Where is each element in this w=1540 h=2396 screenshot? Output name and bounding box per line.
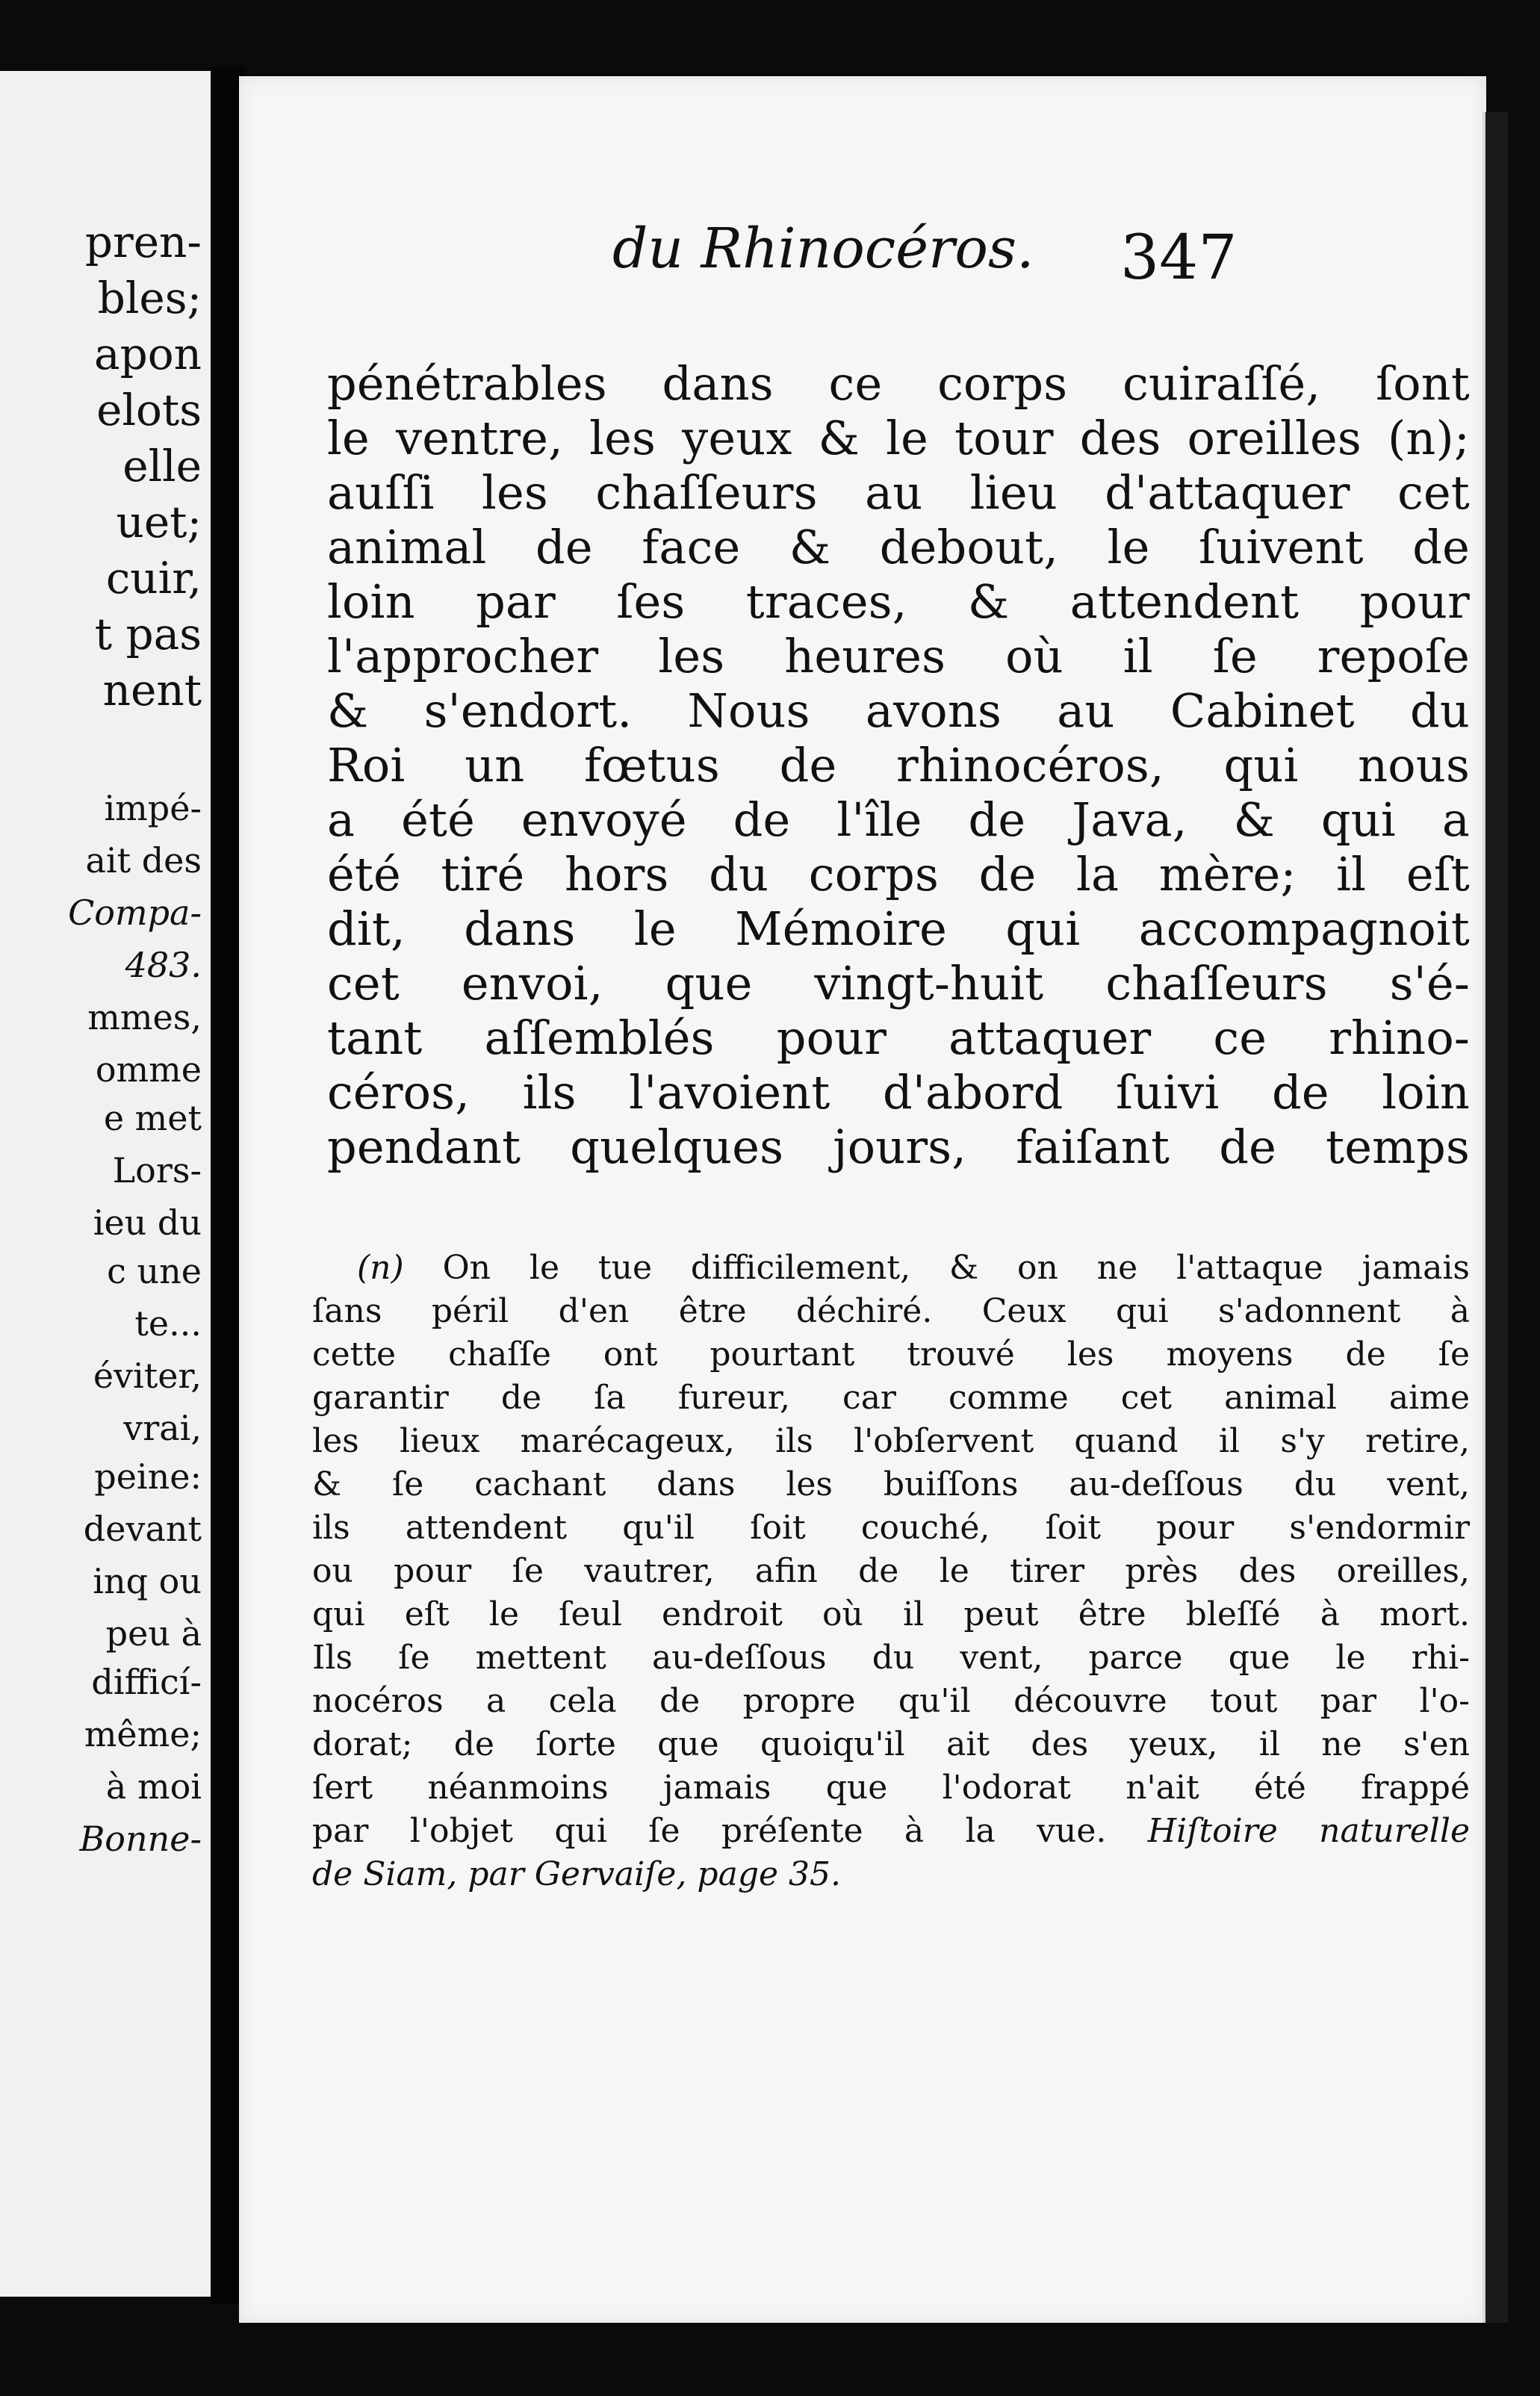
- left-page-line: elots: [96, 385, 202, 435]
- body-line: loin par ſes traces, & attendent pour: [327, 574, 1470, 629]
- footnote-text: On le tue difficilement, & on ne l'attaque jamais: [442, 1249, 1470, 1287]
- left-page-line: devant: [83, 1509, 202, 1549]
- body-line: & s'endort. Nous avons au Cabinet du: [327, 683, 1470, 738]
- footnote-line: [312, 1812, 1470, 1850]
- footnote-line: ils attendent qu'il ſoit couché, ſoit pour s'endormir: [312, 1509, 1470, 1547]
- left-page-line: Lors-: [112, 1150, 202, 1191]
- footnote-text: par l'objet qui ſe préſente à la vue.: [312, 1812, 1107, 1850]
- page-edge: [1482, 112, 1508, 2323]
- body-line: dit, dans le Mémoire qui accompagnoit: [327, 901, 1470, 956]
- body-line: céros, ils l'avoient d'abord ſuivi de loin: [327, 1065, 1470, 1120]
- left-page-line: te...: [134, 1303, 202, 1344]
- left-page-line: e met: [103, 1098, 202, 1138]
- left-page-line: à moi: [105, 1766, 202, 1807]
- left-page-line: apon: [94, 329, 202, 379]
- left-page-line: ieu du: [93, 1202, 202, 1243]
- left-page-line: t pas: [94, 609, 202, 659]
- footnote-citation-end: de Siam, par Gervaiſe, page 35.: [312, 1855, 841, 1893]
- left-page-line: 483.: [125, 945, 202, 985]
- footnote-line: qui eſt le ſeul endroit où il peut être bleſſé à mort.: [312, 1595, 1470, 1633]
- left-page-line: impé-: [104, 788, 202, 828]
- body-line: cet envoi, que vingt-huit chaſſeurs s'é-: [327, 956, 1470, 1011]
- left-page-line: uet;: [116, 497, 202, 547]
- footnote-marker: (n): [357, 1249, 404, 1287]
- body-line: animal de face & debout, le ſuivent de: [327, 520, 1470, 574]
- footnote-line: [312, 1249, 1470, 1287]
- left-page-line: Bonne-: [79, 1819, 202, 1859]
- body-line: auſſi les chaſſeurs au lieu d'attaquer cet: [327, 465, 1470, 520]
- footnote-line: les lieux marécageux, ils l'obſervent quand il s'y retire,: [312, 1422, 1470, 1460]
- left-page-line: ait des: [85, 840, 202, 881]
- left-page-line: nent: [102, 665, 202, 716]
- footnote-line: cette chaſſe ont pourtant trouvé les moyens de ſe: [312, 1335, 1470, 1374]
- footnote-line: ou pour ſe vautrer, afin de le tirer près des oreilles,: [312, 1552, 1470, 1590]
- left-page-line: vrai,: [123, 1408, 202, 1448]
- body-line: Roi un fœtus de rhinocéros, qui nous: [327, 738, 1470, 792]
- footnote-line: & ſe cachant dans les buiſſons au-deſſous du vent,: [312, 1465, 1470, 1503]
- left-page-line: omme: [95, 1049, 202, 1090]
- left-page-line: Compa-: [68, 893, 202, 933]
- footnote-line: ſert néanmoins jamais que l'odorat n'ait été frappé: [312, 1769, 1470, 1807]
- left-page-line: pren-: [84, 217, 202, 267]
- running-title: du Rhinocéros.: [612, 217, 1034, 281]
- left-page-line: mmes,: [87, 997, 202, 1037]
- body-line: l'approcher les heures où il ſe repoſe: [327, 629, 1470, 683]
- facing-page-left: [0, 71, 211, 2297]
- body-line: a été envoyé de l'île de Java, & qui a: [327, 792, 1470, 847]
- body-line: tant aſſemblés pour attaquer ce rhino-: [327, 1011, 1470, 1065]
- left-page-line: c une: [107, 1251, 202, 1291]
- left-page-line: difficí-: [91, 1662, 202, 1702]
- body-line: pénétrables dans ce corps cuiraſſé, ſont: [327, 356, 1470, 411]
- footnote-line: ſans péril d'en être déchiré. Ceux qui s'adonnent à: [312, 1292, 1470, 1330]
- page-number: 347: [1120, 223, 1238, 294]
- footnote-line: dorat; de ſorte que quoiqu'il ait des yeux, il ne s'en: [312, 1725, 1470, 1763]
- left-page-line: peine:: [94, 1456, 202, 1497]
- body-line: été tiré hors du corps de la mère; il eſt: [327, 847, 1470, 901]
- footnote-line: Ils ſe mettent au-deſſous du vent, parce que le rhi-: [312, 1639, 1470, 1677]
- left-page-line: inq ou: [93, 1561, 202, 1601]
- left-page-line: peu à: [105, 1613, 202, 1654]
- footnote-citation: Hiſtoire naturelle: [1147, 1812, 1470, 1850]
- left-page-line: même;: [84, 1714, 202, 1754]
- left-page-line: éviter,: [93, 1356, 202, 1396]
- footnote-line: nocéros a cela de propre qu'il découvre tout par l'o-: [312, 1682, 1470, 1720]
- left-page-line: cuir,: [105, 553, 202, 603]
- footnote-line: garantir de ſa fureur, car comme cet animal aime: [312, 1379, 1470, 1417]
- body-line: le ventre, les yeux & le tour des oreilles (n);: [327, 411, 1470, 465]
- left-page-line: elle: [122, 441, 202, 491]
- left-page-line: bles;: [97, 273, 202, 323]
- book-page: [239, 76, 1486, 2323]
- body-line: pendant quelques jours, faiſant de temps: [327, 1120, 1470, 1174]
- page-header: [239, 217, 1486, 299]
